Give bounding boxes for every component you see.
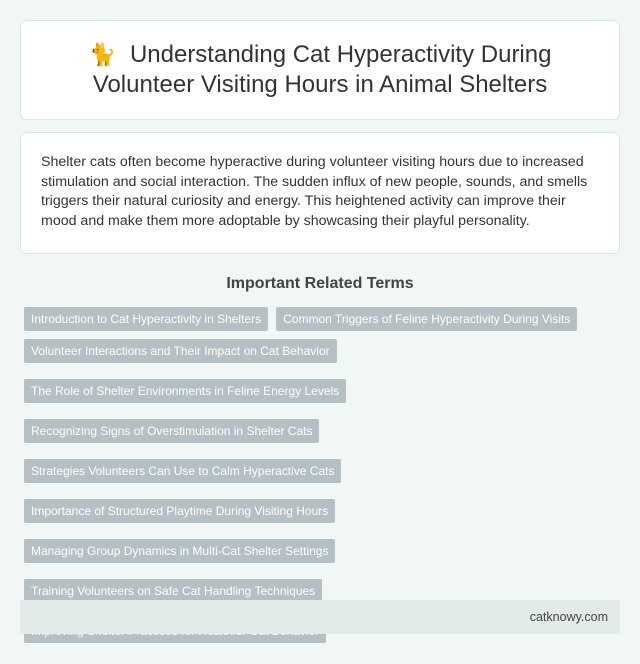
term-tag[interactable]: Managing Group Dynamics in Multi-Cat Shelter Settings [24, 539, 335, 563]
title-card [20, 20, 620, 120]
page-title [51, 40, 589, 100]
term-tag[interactable]: Importance of Structured Playtime During Visiting Hours [24, 499, 335, 523]
intro-card [20, 132, 620, 254]
term-tag[interactable]: Strategies Volunteers Can Use to Calm Hyperactive Cats [24, 459, 341, 483]
related-terms-heading: Important Related Terms [226, 275, 414, 292]
related-terms-list [20, 307, 620, 643]
term-tag[interactable]: Recognizing Signs of Overstimulation in Shelter Cats [24, 419, 319, 443]
site-name[interactable]: catknowy.com [529, 610, 608, 624]
term-tag[interactable]: Training Volunteers on Safe Cat Handling Techniques [24, 579, 322, 603]
page-title-text: Understanding Cat Hyperactivity During Volunteer Visiting Hours in Animal Shelters [92, 41, 552, 98]
intro-paragraph: Shelter cats often become hyperactive during volunteer visiting hours due to increased stimulation and social interaction. The sudden influx of new people, sounds, and smells triggers their natural curiosity and energy. This heightened activity can improve their mood and make them more adoptable by showcasing their playful personality. [41, 154, 588, 229]
term-tag[interactable]: Introduction to Cat Hyperactivity in Shelters [24, 307, 268, 331]
cat-icon: 🐈 [88, 42, 116, 67]
footer [20, 600, 620, 634]
term-tag[interactable]: Volunteer Interactions and Their Impact on Cat Behavior [24, 339, 337, 363]
term-tag[interactable]: Common Triggers of Feline Hyperactivity During Visits [276, 307, 577, 331]
term-tag[interactable]: The Role of Shelter Environments in Feline Energy Levels [24, 379, 346, 403]
